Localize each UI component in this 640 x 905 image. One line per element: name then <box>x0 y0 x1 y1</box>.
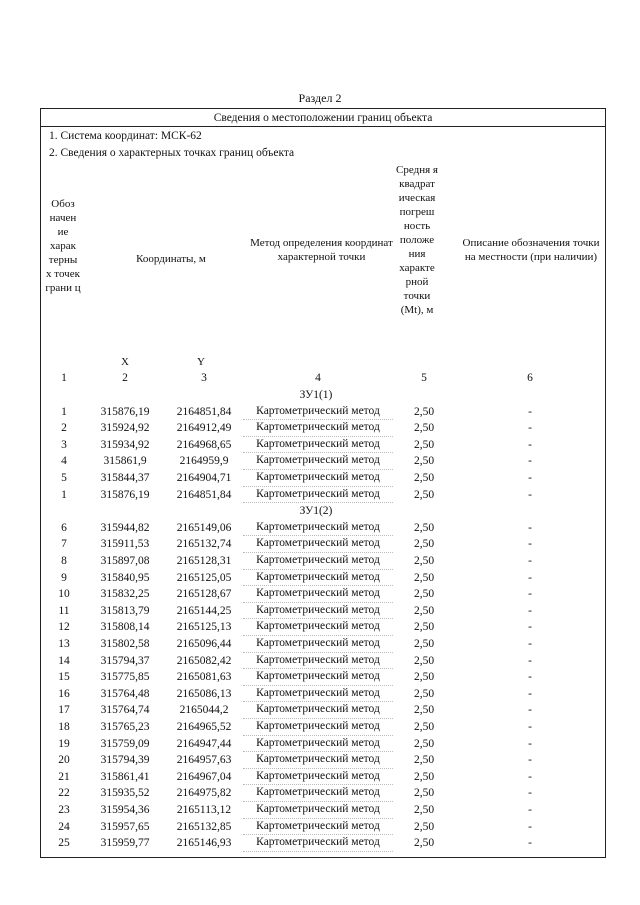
method-cell: Картометрический метод <box>243 785 393 802</box>
point-number: 9 <box>61 571 67 584</box>
method-cell: Картометрический метод <box>243 736 393 753</box>
coord-y: 2165125,05 <box>176 571 232 584</box>
method-cell: Картометрический метод <box>243 686 393 703</box>
error-cell: 2,50 <box>413 787 435 800</box>
coord-x: 315765,23 <box>100 721 150 733</box>
coord-y: 2164967,04 <box>176 770 232 783</box>
table-row <box>41 619 607 636</box>
error-cell: 2,50 <box>413 654 435 667</box>
point-number: 14 <box>58 654 70 667</box>
group-heading: ЗУ1(2) <box>299 505 333 518</box>
point-number: 21 <box>58 770 70 783</box>
point-number: 17 <box>58 704 70 717</box>
coord-y: 2164912,49 <box>176 422 232 435</box>
table-row <box>41 570 607 587</box>
table-row <box>41 470 607 487</box>
error-cell: 2,50 <box>413 704 435 717</box>
method-cell: Картометрический метод <box>243 487 393 504</box>
coord-y: 2165144,25 <box>176 604 232 617</box>
description-cell: - <box>528 820 532 833</box>
error-cell: 2,50 <box>413 754 435 767</box>
point-number: 20 <box>58 754 70 767</box>
method-cell: Картометрический метод <box>243 619 393 636</box>
description-cell: - <box>528 571 532 584</box>
method-cell: Картометрический метод <box>243 752 393 769</box>
description-cell: - <box>528 621 532 634</box>
point-number: 1 <box>61 405 67 418</box>
group-heading: ЗУ1(1) <box>299 389 333 401</box>
table-row <box>41 520 607 537</box>
point-number: 18 <box>58 721 70 733</box>
coord-y: 2165128,31 <box>176 555 232 567</box>
table-row <box>41 769 607 786</box>
point-number: 1 <box>61 488 67 501</box>
table-row <box>41 736 607 753</box>
table-row <box>41 603 607 620</box>
coord-x: 315764,74 <box>100 704 150 717</box>
table-row <box>41 553 607 570</box>
method-cell: Картометрический метод <box>243 453 393 470</box>
method-cell: Картометрический метод <box>243 636 393 653</box>
point-number: 22 <box>58 787 70 800</box>
method-cell: Картометрический метод <box>243 586 393 603</box>
table-row <box>41 669 607 686</box>
method-cell: Картометрический метод <box>243 570 393 587</box>
description-cell: - <box>528 770 532 783</box>
coord-y: 2165096,44 <box>176 638 232 650</box>
method-cell: Картометрический метод <box>243 702 393 719</box>
point-number: 2 <box>61 422 67 435</box>
header-coordinates: Координаты, м <box>136 253 206 265</box>
method-cell: Картометрический метод <box>243 437 393 454</box>
description-cell: - <box>528 704 532 717</box>
description-cell: - <box>528 438 532 451</box>
coordinate-system-line: 1. Система координат: МСК-62 <box>49 130 202 142</box>
table-row <box>41 702 607 719</box>
column-number-row <box>41 370 607 387</box>
description-cell: - <box>528 604 532 617</box>
coord-x: 315794,39 <box>100 754 150 767</box>
error-cell: 2,50 <box>413 405 435 418</box>
table-row <box>41 653 607 670</box>
header-description: Описание обозначения точки на местности (при наличии) <box>462 237 600 263</box>
error-cell: 2,50 <box>413 604 435 617</box>
method-cell: Картометрический метод <box>243 769 393 786</box>
column-number: 5 <box>421 372 427 384</box>
method-cell: Картометрический метод <box>243 669 393 686</box>
description-cell: - <box>528 588 532 601</box>
point-number: 3 <box>61 438 67 451</box>
coord-y: 2164968,65 <box>176 438 232 451</box>
coord-y: 2164975,82 <box>176 787 232 800</box>
error-cell: 2,50 <box>413 770 435 783</box>
description-cell: - <box>528 538 532 551</box>
coord-y: 2164851,84 <box>176 405 232 418</box>
error-cell: 2,50 <box>413 538 435 551</box>
error-cell: 2,50 <box>413 820 435 833</box>
error-cell: 2,50 <box>413 472 435 484</box>
description-cell: - <box>528 671 532 684</box>
point-number: 12 <box>58 621 70 634</box>
point-number: 25 <box>58 837 70 850</box>
error-cell: 2,50 <box>413 804 435 816</box>
column-number: 6 <box>527 372 533 384</box>
coord-x: 315861,41 <box>100 770 150 783</box>
coord-x: 315861,9 <box>103 455 147 468</box>
error-cell: 2,50 <box>413 737 435 750</box>
coord-x: 315759,09 <box>100 737 150 750</box>
coord-y: 2165082,42 <box>176 654 232 667</box>
coord-y: 2165149,06 <box>176 521 232 534</box>
description-cell: - <box>528 804 532 816</box>
coord-x: 315959,77 <box>100 837 150 850</box>
coord-y: 2165128,67 <box>176 588 232 601</box>
error-cell: 2,50 <box>413 455 435 468</box>
error-cell: 2,50 <box>413 721 435 733</box>
characteristic-points-line: 2. Сведения о характерных точках границ объекта <box>49 147 295 159</box>
description-cell: - <box>528 455 532 468</box>
header-method: Метод определения координат характерной точки <box>250 237 393 263</box>
method-cell: Картометрический метод <box>243 603 393 620</box>
point-number: 5 <box>61 472 67 484</box>
error-cell: 2,50 <box>413 555 435 567</box>
coord-x: 315802,58 <box>100 638 150 650</box>
coord-y: 2165113,12 <box>176 804 232 816</box>
table-row <box>41 819 607 836</box>
column-number: 1 <box>61 372 67 384</box>
error-cell: 2,50 <box>413 638 435 650</box>
coord-x: 315957,65 <box>100 820 150 833</box>
column-number: 2 <box>122 372 128 384</box>
description-cell: - <box>528 521 532 534</box>
description-cell: - <box>528 405 532 418</box>
point-number: 11 <box>58 604 70 617</box>
error-cell: 2,50 <box>413 588 435 601</box>
method-cell: Картометрический метод <box>243 420 393 437</box>
error-cell: 2,50 <box>413 571 435 584</box>
table-row <box>41 686 607 703</box>
table-row <box>41 719 607 736</box>
coord-x: 315935,52 <box>100 787 150 800</box>
table-row <box>41 636 607 653</box>
description-cell: - <box>528 488 532 501</box>
boundary-points-table <box>40 108 606 858</box>
table-row <box>41 586 607 603</box>
method-cell: Картометрический метод <box>243 835 393 852</box>
coord-x: 315911,53 <box>100 538 150 551</box>
description-cell: - <box>528 422 532 435</box>
coord-y: 2165044,2 <box>179 704 229 717</box>
error-cell: 2,50 <box>413 521 435 534</box>
header-y: Y <box>197 356 205 368</box>
column-number: 4 <box>315 372 321 384</box>
point-number: 6 <box>61 521 67 534</box>
coord-x: 315844,37 <box>100 472 150 484</box>
coord-y: 2164957,63 <box>176 754 232 767</box>
description-cell: - <box>528 638 532 650</box>
coord-x: 315934,92 <box>100 438 150 451</box>
table-title: Сведения о местоположении границ объекта <box>213 112 433 124</box>
table-row <box>41 785 607 802</box>
table-row <box>41 404 607 421</box>
coord-y: 2165125,13 <box>176 621 232 634</box>
coord-x: 315794,37 <box>100 654 150 667</box>
coord-y: 2164904,71 <box>176 472 232 484</box>
coord-y: 2164959,9 <box>179 455 229 468</box>
method-cell: Картометрический метод <box>243 802 393 819</box>
description-cell: - <box>528 687 532 700</box>
coord-x: 315897,08 <box>100 555 150 567</box>
table-row <box>41 487 607 504</box>
point-number: 13 <box>58 638 70 650</box>
table-row <box>41 437 607 454</box>
point-number: 7 <box>61 538 67 551</box>
coord-y: 2165086,13 <box>176 687 232 700</box>
coord-x: 315840,95 <box>100 571 150 584</box>
coord-x: 315954,36 <box>100 804 150 816</box>
coord-y: 2165132,74 <box>176 538 232 551</box>
method-cell: Картометрический метод <box>243 470 393 487</box>
coord-y: 2165081,63 <box>176 671 232 684</box>
point-number: 8 <box>61 555 67 567</box>
description-cell: - <box>528 721 532 733</box>
method-cell: Картометрический метод <box>243 653 393 670</box>
description-cell: - <box>528 787 532 800</box>
coord-y: 2164965,52 <box>176 721 232 733</box>
coord-x: 315924,92 <box>100 422 150 435</box>
point-number: 4 <box>61 455 67 468</box>
point-number: 19 <box>58 737 70 750</box>
column-number: 3 <box>201 372 207 384</box>
description-cell: - <box>528 837 532 850</box>
method-cell: Картометрический метод <box>243 520 393 537</box>
point-number: 15 <box>58 671 70 684</box>
point-number: 16 <box>58 687 70 700</box>
description-cell: - <box>528 754 532 767</box>
description-cell: - <box>528 654 532 667</box>
coord-x: 315876,19 <box>100 488 150 501</box>
table-row <box>41 536 607 553</box>
header-point-designation: Обоз начен ие харак терны х точек грани ц <box>45 198 81 294</box>
method-cell: Картометрический метод <box>243 553 393 570</box>
point-number: 23 <box>58 804 70 816</box>
error-cell: 2,50 <box>413 438 435 451</box>
description-cell: - <box>528 472 532 484</box>
table-row <box>41 453 607 470</box>
table-row <box>41 802 607 819</box>
title-divider <box>41 126 605 127</box>
method-cell: Картометрический метод <box>243 819 393 836</box>
error-cell: 2,50 <box>413 488 435 501</box>
error-cell: 2,50 <box>413 621 435 634</box>
error-cell: 2,50 <box>413 837 435 850</box>
description-cell: - <box>528 737 532 750</box>
coord-y: 2164947,44 <box>176 737 232 750</box>
point-number: 10 <box>58 588 70 601</box>
method-cell: Картометрический метод <box>243 719 393 736</box>
error-cell: 2,50 <box>413 687 435 700</box>
section-title: Раздел 2 <box>298 91 342 105</box>
point-number: 24 <box>58 820 70 833</box>
coord-x: 315813,79 <box>100 604 150 617</box>
header-x: X <box>121 356 129 368</box>
coord-x: 315944,82 <box>100 521 150 534</box>
coord-x: 315775,85 <box>100 671 150 684</box>
table-row <box>41 420 607 437</box>
coord-x: 315764,48 <box>100 687 150 700</box>
table-row <box>41 835 607 852</box>
header-mean-square-error: Средня я квадрат ическая погреш ность положе ния характе рной точки (Mt), м <box>396 164 438 316</box>
coord-x: 315876,19 <box>100 405 150 418</box>
error-cell: 2,50 <box>413 671 435 684</box>
method-cell: Картометрический метод <box>243 536 393 553</box>
description-cell: - <box>528 555 532 567</box>
coord-x: 315808,14 <box>100 621 150 634</box>
coord-y: 2165132,85 <box>176 820 232 833</box>
coord-y: 2165146,93 <box>176 837 232 850</box>
error-cell: 2,50 <box>413 422 435 435</box>
table-row <box>41 752 607 769</box>
coord-x: 315832,25 <box>100 588 150 601</box>
coord-y: 2164851,84 <box>176 488 232 501</box>
method-cell: Картометрический метод <box>243 404 393 421</box>
